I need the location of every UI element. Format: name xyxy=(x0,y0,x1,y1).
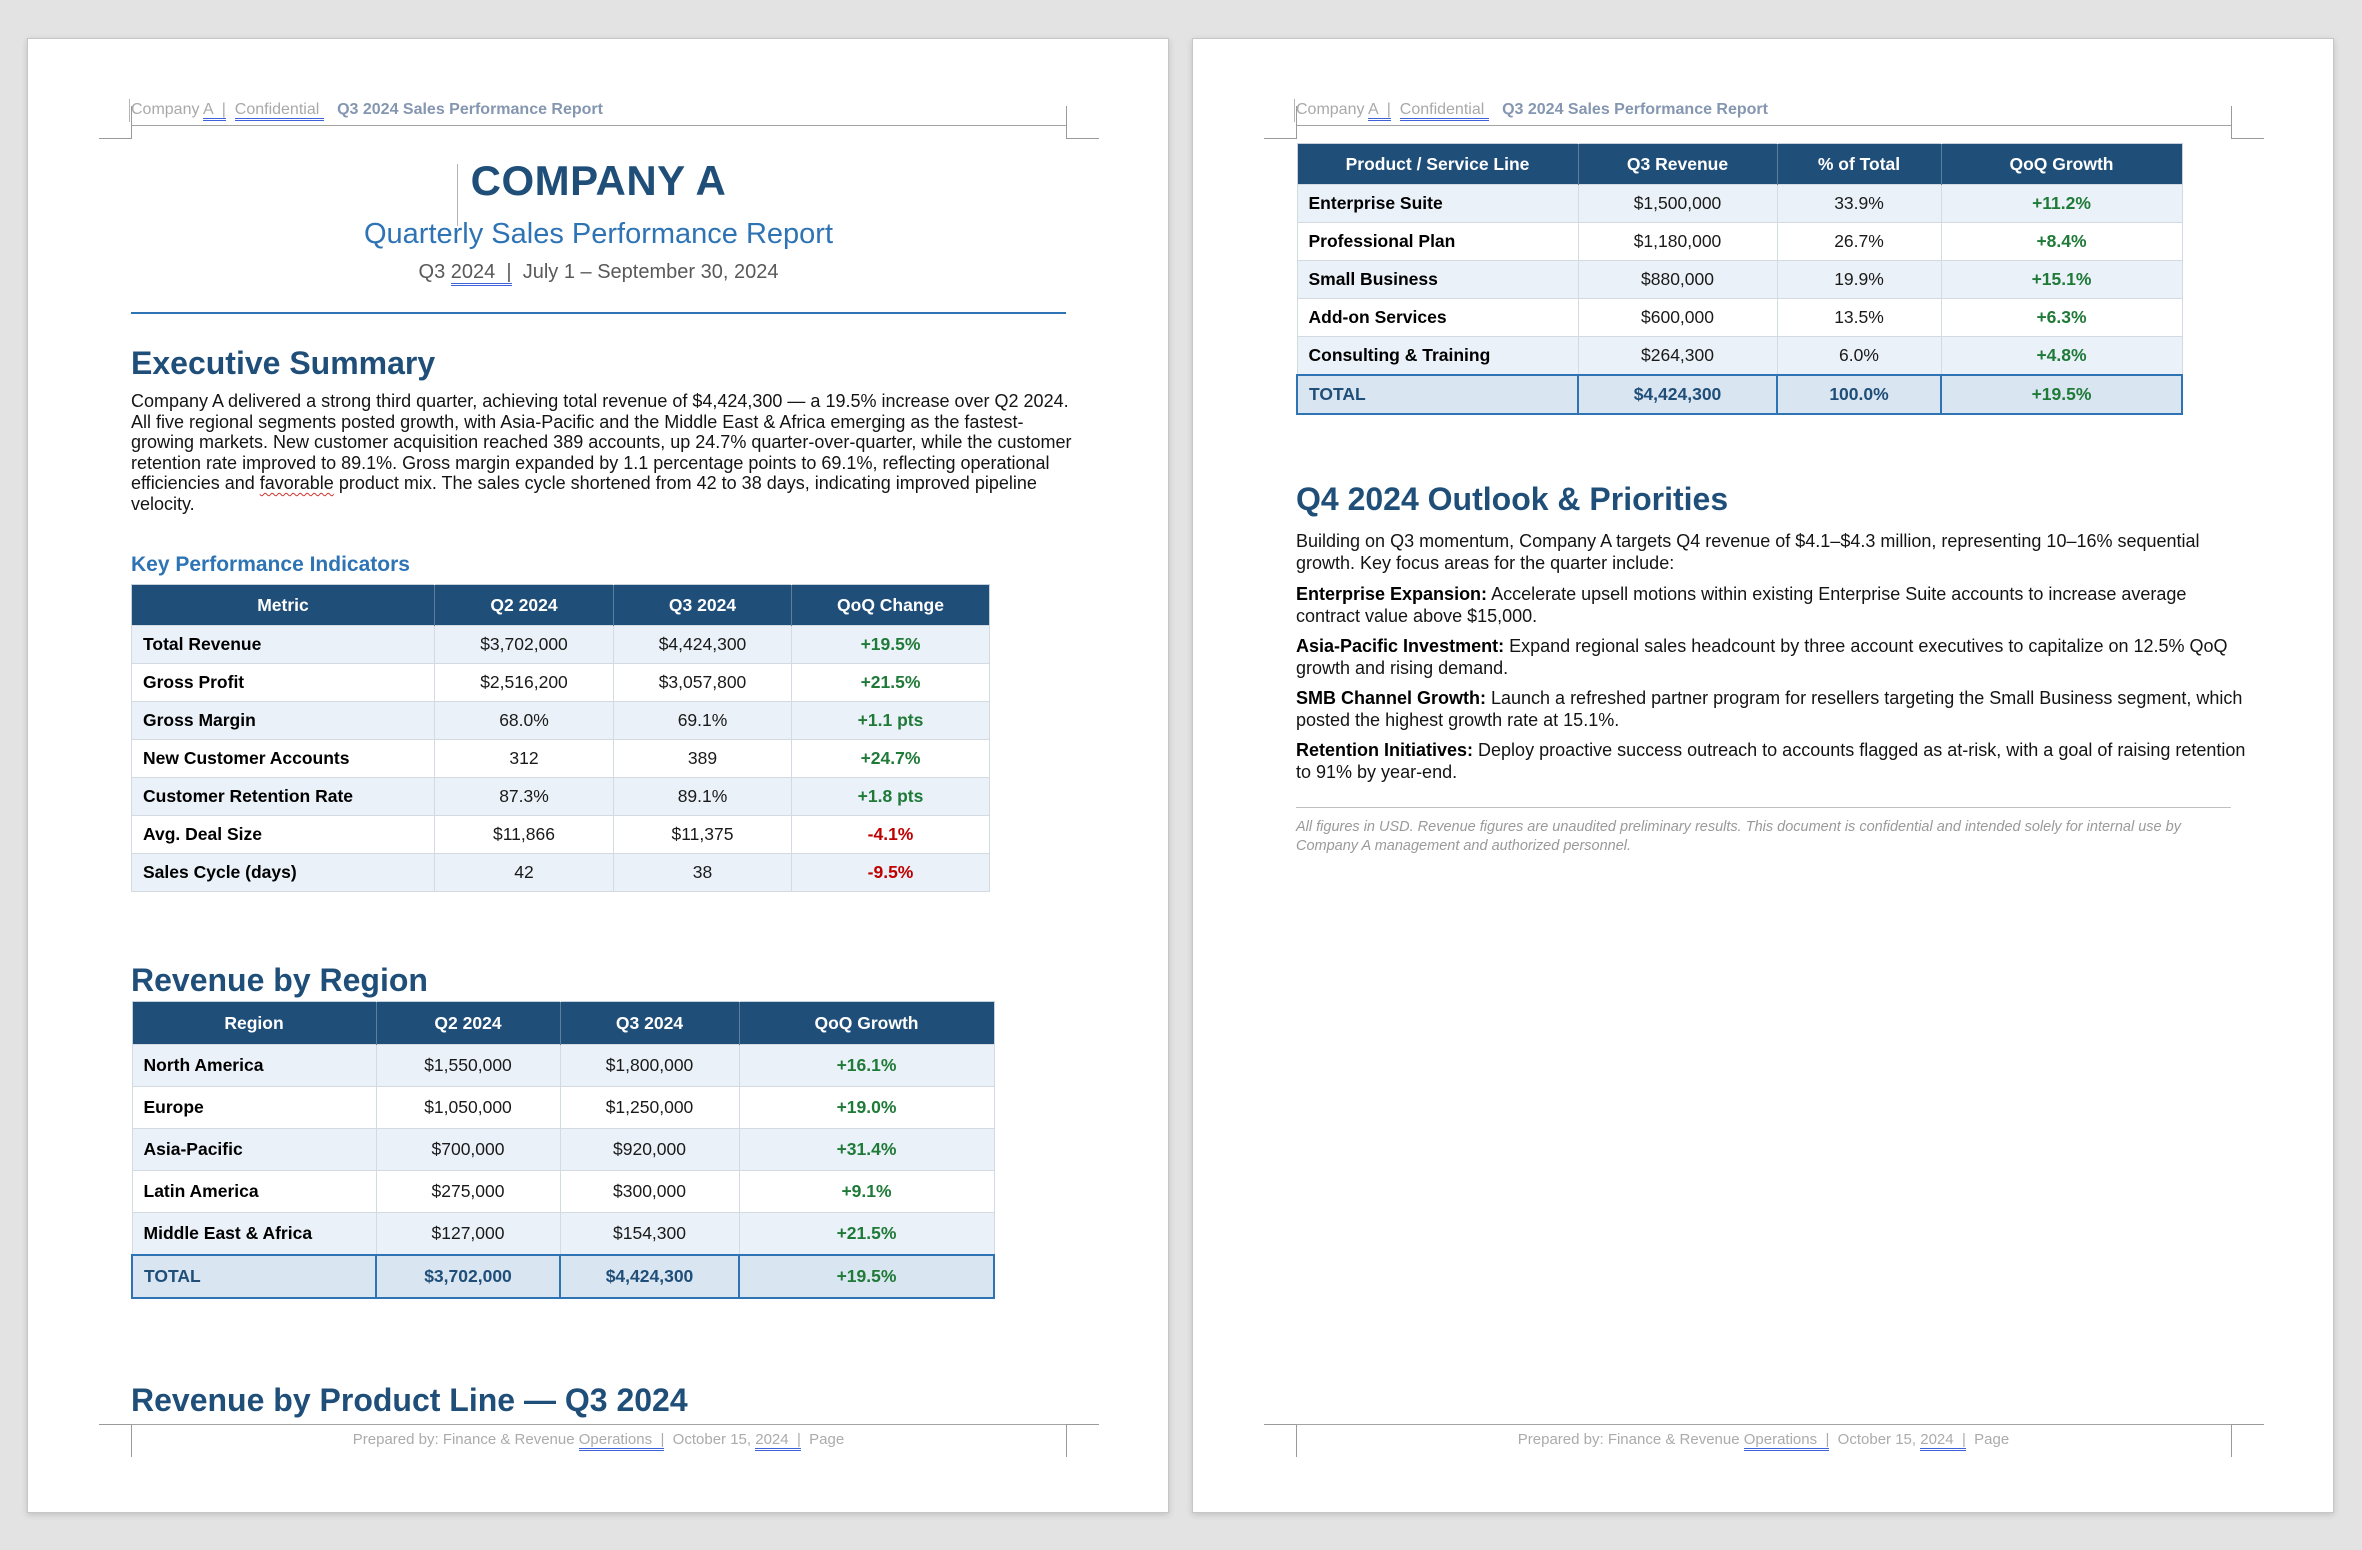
margin-mark-top-left xyxy=(99,106,132,139)
table-row: Gross Profit $2,516,200 $3,057,800 +21.5% xyxy=(132,664,990,702)
page-header[interactable] xyxy=(131,99,603,121)
header-grammar-mark: Confidential xyxy=(1400,101,1489,121)
margin-mark-bottom-right xyxy=(1066,1424,1099,1457)
header-report-title: Q3 2024 Sales Performance Report xyxy=(337,101,603,118)
section-heading-executive-summary[interactable]: Executive Summary xyxy=(131,345,436,381)
margin-mark-bottom-left xyxy=(99,1424,132,1457)
margin-mark-top-right xyxy=(1066,106,1099,139)
footer-grammar-mark: Operations | xyxy=(1744,1431,1830,1451)
company-title[interactable]: COMPANY A xyxy=(470,157,727,204)
footer-grammar-mark: 2024 | xyxy=(1920,1431,1966,1451)
outlook-item[interactable]: Retention Initiatives: Deploy proactive success outreach to accounts flagged as at-risk, with a goal of raising retention to 91% by year-end. xyxy=(1296,740,2246,782)
footer-rule xyxy=(131,1424,1066,1425)
column-header[interactable]: Q3 2024 xyxy=(614,585,792,626)
table-total-row: TOTAL $4,424,300 100.0% +19.5% xyxy=(1297,375,2182,414)
table-row: Middle East & Africa $127,000 $154,300 +21.5% xyxy=(132,1213,994,1256)
table-header-row xyxy=(1297,144,2182,185)
column-header[interactable]: QoQ Change xyxy=(792,585,990,626)
header-text: Company xyxy=(131,101,204,118)
document-page-1 xyxy=(27,38,1169,1513)
spellcheck-word: favorable xyxy=(259,473,334,493)
section-heading-revenue-by-region[interactable]: Revenue by Region xyxy=(131,962,428,998)
table-row: Sales Cycle (days) 42 38 -9.5% xyxy=(132,854,990,892)
disclaimer-text[interactable]: All figures in USD. Revenue figures are unaudited preliminary results. This document is confidential and intended solely for internal use by Company A management and authorized personnel. xyxy=(1296,819,2181,854)
outlook-section xyxy=(1296,481,2246,792)
disclaimer-divider xyxy=(1296,807,2231,808)
header-grammar-mark: A | xyxy=(203,101,226,121)
table-row: Small Business $880,000 19.9% +15.1% xyxy=(1297,261,2182,299)
header-rule xyxy=(1296,125,2231,126)
table-row: Consulting & Training $264,300 6.0% +4.8% xyxy=(1297,337,2182,376)
column-header[interactable]: QoQ Growth xyxy=(739,1002,994,1045)
margin-mark-bottom-left xyxy=(1264,1424,1297,1457)
footer-grammar-mark: 2024 | xyxy=(755,1431,801,1451)
table-row: Customer Retention Rate 87.3% 89.1% +1.8 pts xyxy=(132,778,990,816)
column-header[interactable]: Product / Service Line xyxy=(1297,144,1578,185)
report-date-line[interactable]: Q3 2024 | July 1 – September 30, 2024 xyxy=(131,260,1066,284)
outlook-item[interactable]: SMB Channel Growth: Launch a refreshed partner program for resellers targeting the Small Business segment, which posted the highest growth rate at 15.1%. xyxy=(1296,688,2243,730)
page-footer[interactable]: Prepared by: Finance & Revenue Operations | October 15, 2024 | Page xyxy=(1296,1431,2231,1448)
margin-mark-top-left xyxy=(1264,106,1297,139)
header-rule xyxy=(131,125,1066,126)
table-header-row xyxy=(132,1002,994,1045)
header-report-title: Q3 2024 Sales Performance Report xyxy=(1502,101,1768,118)
header-grammar-mark: Confidential xyxy=(235,101,324,121)
outlook-item[interactable]: Asia-Pacific Investment: Expand regional sales headcount by three account executives to capitalize on 12.5% QoQ growth and rising demand. xyxy=(1296,636,2228,678)
table-row: Latin America $275,000 $300,000 +9.1% xyxy=(132,1171,994,1213)
footer-grammar-mark: Operations | xyxy=(579,1431,665,1451)
header-text: Company xyxy=(1296,101,1369,118)
region-table[interactable] xyxy=(131,1001,995,1299)
kpi-table[interactable] xyxy=(131,584,990,892)
column-header[interactable]: Q3 2024 xyxy=(560,1002,739,1045)
margin-mark-bottom-right xyxy=(2231,1424,2264,1457)
executive-summary-paragraph[interactable]: Company A delivered a strong third quarter, achieving total revenue of $4,424,300 — a 19.5% increase over Q2 2024. All five regional segments posted growth, with Asia-Pacific and the Middle East & Africa emerging as the fastest-growing markets. New customer acquisition reached 389 accounts, up 24.7% quarter-over-quarter, while the customer retention rate improved to 89.1%. Gross margin expanded by 1.1 percentage points to 69.1%, reflecting operational efficiencies and favorable product mix. The sales cycle shortened from 42 to 38 days, indicating improved pipeline velocity. xyxy=(131,391,1072,514)
column-header[interactable]: Region xyxy=(132,1002,376,1045)
table-row: Avg. Deal Size $11,866 $11,375 -4.1% xyxy=(132,816,990,854)
table-row: Europe $1,050,000 $1,250,000 +19.0% xyxy=(132,1087,994,1129)
table-row: North America $1,550,000 $1,800,000 +16.1% xyxy=(132,1045,994,1087)
column-header[interactable]: Q2 2024 xyxy=(435,585,614,626)
document-page-2 xyxy=(1192,38,2334,1513)
page-footer[interactable]: Prepared by: Finance & Revenue Operations | October 15, 2024 | Page xyxy=(131,1431,1066,1448)
footer-rule xyxy=(1296,1424,2231,1425)
product-table[interactable] xyxy=(1296,143,2183,415)
table-row: Total Revenue $3,702,000 $4,424,300 +19.5% xyxy=(132,626,990,664)
table-header-row xyxy=(132,585,990,626)
margin-mark-top-right xyxy=(2231,106,2264,139)
column-header[interactable]: Metric xyxy=(132,585,435,626)
column-header[interactable]: QoQ Growth xyxy=(1941,144,2182,185)
table-row: New Customer Accounts 312 389 +24.7% xyxy=(132,740,990,778)
table-row: Add-on Services $600,000 13.5% +6.3% xyxy=(1297,299,2182,337)
table-total-row: TOTAL $3,702,000 $4,424,300 +19.5% xyxy=(132,1255,994,1298)
date-grammar-mark: 2024 | xyxy=(451,261,512,286)
outlook-intro-paragraph[interactable]: Building on Q3 momentum, Company A targets Q4 revenue of $4.1–$4.3 million, representing 10–16% sequential growth. Key focus areas for the quarter include: xyxy=(1296,531,2200,573)
column-header[interactable]: Q3 Revenue xyxy=(1578,144,1777,185)
table-row: Gross Margin 68.0% 69.1% +1.1 pts xyxy=(132,702,990,740)
table-row: Professional Plan $1,180,000 26.7% +8.4% xyxy=(1297,223,2182,261)
header-grammar-mark: A | xyxy=(1368,101,1391,121)
page-header[interactable] xyxy=(1296,99,1768,121)
table-row: Asia-Pacific $700,000 $920,000 +31.4% xyxy=(132,1129,994,1171)
outlook-item[interactable]: Enterprise Expansion: Accelerate upsell motions within existing Enterprise Suite accounts to increase average contract value above $15,000. xyxy=(1296,584,2187,626)
section-heading-q4-outlook[interactable]: Q4 2024 Outlook & Priorities xyxy=(1296,481,1729,517)
subsection-heading-kpi[interactable]: Key Performance Indicators xyxy=(131,553,410,576)
column-header[interactable]: Q2 2024 xyxy=(376,1002,560,1045)
table-row: Enterprise Suite $1,500,000 33.9% +11.2% xyxy=(1297,185,2182,223)
title-divider xyxy=(131,312,1066,314)
section-heading-revenue-by-product-line[interactable]: Revenue by Product Line — Q3 2024 xyxy=(131,1382,688,1418)
report-subtitle[interactable]: Quarterly Sales Performance Report xyxy=(363,218,834,250)
column-header[interactable]: % of Total xyxy=(1777,144,1941,185)
